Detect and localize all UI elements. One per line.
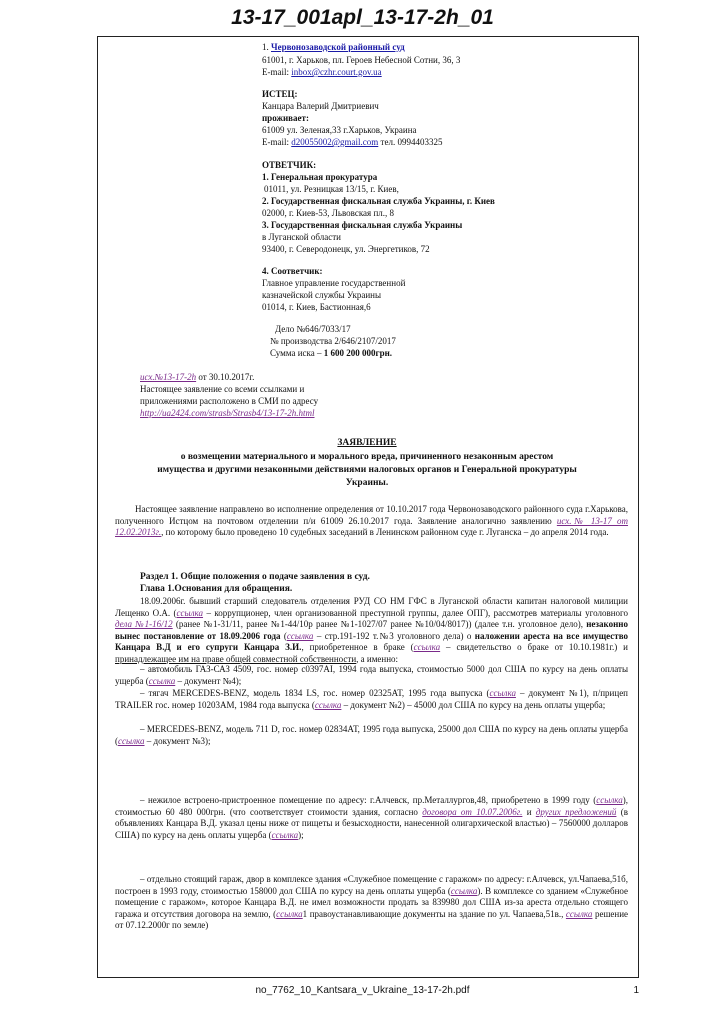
car2-text: – тягач MERCEDES-BENZ, модель 1834 LS, гос. номер 02325АТ, 1995 года выпуска ( — [140, 688, 490, 698]
car2-link-2[interactable]: ссылка — [314, 699, 342, 710]
premises-mid: ), стоимостью 60 480 000грн. (что соответствует стоимости здания, согласно — [115, 795, 628, 817]
claim-sum — [270, 348, 392, 359]
statement-subtitle-3: Украины. — [345, 478, 389, 488]
garage-text: – отдельно стоящий гараж, двор в комплексе здания «Служебное помещение с гаражом» по адресу: г.Алчевск, ул.Чапаева,51б, построен в 1993 году, стоимостью 158000 дол США по курсу на день оплаты ущерба ( — [115, 874, 628, 896]
claim-amount: 1 600 200 000грн. — [323, 348, 393, 358]
case-file-link[interactable]: дела №1-16/12 — [115, 619, 173, 630]
defendant-4-line2: казначейской службы Украины — [262, 290, 382, 300]
car-item-3 — [115, 724, 628, 747]
plaintiff-contact — [262, 137, 442, 148]
defendant-3-name: 3. Государственная фискальная служба Украины — [262, 220, 463, 230]
garage-item — [115, 874, 628, 932]
court-email-label: E-mail: — [262, 67, 289, 77]
statement-title: ЗАЯВЛЕНИЕ — [337, 438, 397, 448]
court-email-line — [262, 67, 382, 78]
publication-url-line — [140, 408, 315, 419]
arrest-text-f: , приобретенное в браке ( — [301, 642, 414, 653]
arrest-link-1[interactable]: ссылка — [176, 607, 204, 618]
defendant-4-address: 01014, г. Киев, Бастионная,6 — [262, 302, 371, 312]
defendant-4-name: 4. Соответчик: — [262, 266, 323, 276]
intro-text: Настоящее заявление направлено во исполнение определения от 10.10.2017 года Червонозаводского районного суда г.Харькова, полученного Истцом на почтовом отделении п/и 61009 26.10.2017 года. Заявление аналогично заявлению — [115, 504, 628, 526]
court-email-link[interactable]: inbox@czhr.court.gov.ua — [291, 67, 382, 77]
arrest-text-c: (ранее №1-31/11, ранее №1-44/10р ранее №1-1027/07 ранее №10/04/8017)) (далее т.н. уголовное дело), — [172, 619, 587, 630]
premises-contract-link[interactable]: договора от 10.07.2006г. — [422, 806, 523, 817]
plaintiff-heading: ИСТЕЦ: — [262, 89, 298, 99]
publication-date: от 30.10.2017г. — [198, 372, 255, 382]
premises-link-4[interactable]: ссылка — [271, 829, 299, 840]
court-prefix: 1. — [262, 42, 269, 52]
car2-mid: – документ №1), п/прицеп TRAILER гос. номер 10203АМ, 1984 года выпуска ( — [115, 688, 629, 710]
car3-link[interactable]: ссылка — [118, 735, 145, 746]
publication-line3: приложениями расположено в СМИ по адресу — [140, 396, 319, 406]
plaintiff-phone: тел. 0994403325 — [380, 137, 443, 147]
arrest-text-e: – стр.191-192 т.№3 уголовного дела) о — [313, 630, 475, 641]
car3-end: – документ №3); — [144, 735, 211, 746]
car-item-1 — [115, 664, 628, 687]
publication-ref-link[interactable]: исх.№13-17-2h — [140, 372, 197, 382]
arrest-text-a: 18.09.2006г. бывший старший следователь отделения РУД СО НМ ГФС в Луганской области капитан налоговой милиции Лещенко О.А. ( — [115, 596, 628, 618]
arrest-text-b: – коррупционер, член организованной преступной группы, далее ОПГ), рассмотрев материалы уголовного — [203, 607, 628, 618]
plaintiff-email-link[interactable]: d20055002@gmail.com — [291, 137, 379, 147]
car1-text: – автомобиль ГАЗ-САЗ 4509, гос. номер с0397АІ, 1994 года выпуска, стоимостью 5000 дол США по курсу на день оплаты ущерба ( — [115, 664, 628, 686]
statement-subtitle-1: о возмещении материального и морального вреда, причиненного незаконным арестом — [180, 452, 554, 462]
premises-link-1[interactable]: ссылка — [596, 795, 623, 805]
intro-text-end: , по которому было проведено 10 судебных заседаний в Ленинском районном суде г. Луганска – до апреля 2014 года. — [161, 527, 609, 538]
publication-url-link[interactable]: http://ua2424.com/strasb/Strasb4/13-17-2h.html — [140, 408, 315, 418]
page-number: 1 — [633, 985, 639, 996]
chapter-heading: Глава 1.Основания для обращения. — [140, 584, 293, 594]
garage-link-1[interactable]: ссылка — [450, 885, 478, 896]
defendant-3-address: 93400, г. Северодонецк, ул. Энергетиков, 72 — [262, 244, 430, 254]
plaintiff-residence-label: проживает: — [262, 113, 309, 123]
premises-end: ); — [298, 829, 304, 840]
plaintiff-name: Канцара Валерий Дмитриевич — [262, 101, 379, 111]
garage-link-2[interactable]: ссылка — [276, 908, 303, 919]
garage-end: решение от 07.12.2000г по земле) — [115, 908, 629, 931]
court-line — [262, 42, 405, 53]
court-address: 61001, г. Харьков, пл. Героев Небесной Сотни, 36, 3 — [262, 55, 461, 65]
defendant-2-address: 02000, г. Киев-53, Львовская пл., 8 — [262, 208, 395, 218]
arrest-link-2[interactable]: ссылка — [286, 630, 314, 641]
claim-label: Сумма иска – — [270, 348, 322, 358]
intro-paragraph — [115, 504, 628, 539]
arrest-text-h: , а именно: — [356, 653, 399, 664]
defendant-3-region: в Луганской области — [262, 232, 341, 242]
defendant-1-address: 01011, ул. Резницкая 13/15, г. Киев, — [264, 184, 399, 194]
document-title: 13-17_001apl_13-17-2h_01 — [231, 6, 494, 29]
statement-subtitle-2: имущества и другими незаконными действиями налоговых органов и Генеральной прокуратуры — [157, 465, 577, 475]
garage-mid2: 1 правоустанавливающие документы на здание по ул. Чапаева,51в., — [302, 908, 566, 919]
defendant-4-line1: Главное управление государственной — [262, 278, 406, 288]
plaintiff-address: 61009 ул. Зеленая,33 г.Харьков, Украина — [262, 125, 417, 135]
premises-mid2: и — [522, 806, 536, 817]
arrest-bold-2: наложении ареста на все имущество Канцара В.Д и его супруги Канцара З.И. — [115, 630, 629, 653]
car2-link-1[interactable]: ссылка — [489, 688, 516, 698]
arrest-text-g: – свидетельство о браке от 10.10.1981г.) и — [440, 642, 628, 653]
defendant-1-name: 1. Генеральная прокуратура — [262, 172, 378, 182]
footer-filename: no_7762_10_Kantsara_v_Ukraine_13-17-2h.pdf — [255, 985, 470, 996]
garage-mid: ). В комплексе со зданием «Служебное помещение с гаражом», которое Канцара В.Д. не имел возможности продать за 839980 дол США из-за ареста отдельно стоящего гаража и отсутствия договора на землю, ( — [115, 885, 628, 919]
car1-end: – документ №4); — [175, 675, 242, 686]
arrest-paragraph — [115, 596, 628, 666]
arrest-link-3[interactable]: ссылка — [413, 642, 441, 653]
proceeding-number: № производства 2/646/2107/2017 — [270, 336, 396, 346]
premises-mid3: (в объявлениях Канцара В.Д. указал цены ниже от пищеты и безысходности, нанесенной олигархической властью) – 7560000 долларов США) по курсу на день оплаты ущерба ( — [115, 806, 628, 840]
plaintiff-email-label: E-mail: — [262, 137, 289, 147]
premises-offers-link[interactable]: других предложений — [535, 806, 617, 817]
section-heading: Раздел 1. Общие положения о подаче заявления в суд. — [140, 572, 370, 582]
defendant-heading: ОТВЕТЧИК: — [262, 160, 317, 170]
arrest-underlined: принадлежащее им на праве общей совместной собственности — [115, 653, 357, 664]
car2-end: – документ №2) – 45000 дол США по курсу на день оплаты ущерба; — [341, 699, 606, 710]
car3-text: – MERCEDES-BENZ, модель 711 D, гос. номер 02834АТ, 1995 года выпуска, 25000 дол США по курсу на день оплаты ущерба ( — [115, 724, 628, 746]
car-item-2 — [115, 688, 628, 711]
premises-item — [115, 795, 628, 841]
arrest-bold-1: незаконно вынес постановление от 18.09.2006 года — [115, 619, 628, 641]
intro-ref-link[interactable]: исх.№ 13-17 от 12.02.2013г. — [115, 515, 629, 538]
publication-ref-line — [140, 372, 254, 383]
defendant-2-name: 2. Государственная фискальная служба Украины, г. Киев — [262, 196, 495, 206]
garage-link-3[interactable]: ссылка — [565, 908, 593, 919]
court-name-link[interactable]: Червонозаводской районный суд — [271, 42, 405, 52]
car1-link[interactable]: ссылка — [148, 675, 176, 686]
publication-line2: Настоящее заявление со всеми ссылками и — [140, 384, 305, 394]
premises-text: – нежилое встроено-пристроенное помещение по адресу: г.Алчевск, пр.Металлургов,48, приобретено в 1999 году ( — [140, 795, 597, 805]
case-number: Дело №646/7033/17 — [275, 324, 351, 334]
arrest-text-d: ( — [280, 630, 287, 641]
